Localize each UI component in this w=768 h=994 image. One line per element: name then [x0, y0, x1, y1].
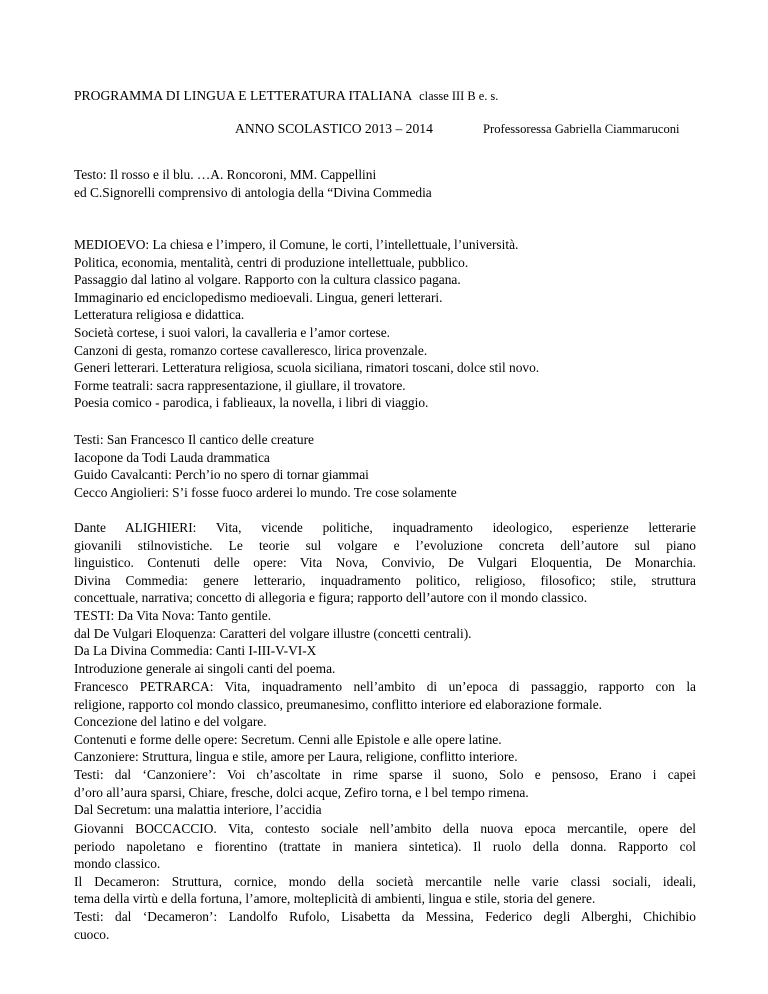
title-main: PROGRAMMA DI LINGUA E LETTERATURA ITALIANA	[74, 88, 413, 103]
boccaccio-line: Il Decameron: Struttura, cornice, mondo della società mercantile nelle varie classi sociali, ideali,	[74, 873, 696, 889]
testi-line: Testi: San Francesco Il cantico delle creature	[74, 432, 314, 447]
petrarca-line: Concezione del latino e del volgare.	[74, 714, 267, 730]
boccaccio-line: tema della virtù e della fortuna, l’amore, molteplicità di ambienti, lingua e stile, storia del genere.	[74, 891, 596, 907]
petrarca-line: Dal Secretum: una malattia interiore, l’accidia	[74, 802, 322, 818]
medioevo-line: Letteratura religiosa e didattica.	[74, 307, 245, 323]
textbook-line: Testo: Il rosso e il blu. …A. Roncoroni, MM. Cappellini	[74, 167, 377, 182]
teacher-name: Professoressa Gabriella Ciammaruconi	[483, 122, 680, 136]
section-dante	[74, 519, 696, 677]
boccaccio-line: periodo napoletano e fiorentino (trattate in maniera sintetica). Il ruolo della donna. Rapporto col	[74, 838, 696, 854]
section-boccaccio	[74, 820, 696, 943]
medioevo-line: Generi letterari. Letteratura religiosa, scuola siciliana, rimatori toscani, dolce stil novo.	[74, 360, 540, 376]
section-medioevo	[74, 236, 696, 412]
petrarca-line: Contenuti e forme delle opere: Secretum. Cenni alle Epistole e alle opere latine.	[74, 731, 502, 747]
medioevo-line: Poesia comico - parodica, i fablieaux, la novella, i libri di viaggio.	[74, 395, 429, 411]
dante-line: TESTI: Da Vita Nova: Tanto gentile.	[74, 607, 272, 623]
dante-line: linguistico. Contenuti delle opere: Vita Nova, Convivio, De Vulgari Eloquentia, De Monarchia.	[74, 555, 696, 571]
petrarca-line: religione, rapporto col mondo classico, preumanesimo, conflitto interiore ed elaborazione formale.	[74, 696, 603, 712]
dante-line: Introduzione generale ai singoli canti del poema.	[74, 660, 336, 676]
dante-line: giovanili stilnovistiche. Le teorie sul volgare e l’evoluzione concreta dell’autore sul piano	[74, 537, 696, 553]
dante-line: Divina Commedia: genere letterario, inquadramento politico, religioso, filosofico; stile, struttura	[74, 572, 696, 588]
boccaccio-line: Giovanni BOCCACCIO. Vita, contesto sociale nell’ambito della nuova epoca mercantile, opere del	[74, 821, 696, 836]
medioevo-line: Passaggio dal latino al volgare. Rapporto con la cultura classico pagana.	[74, 272, 461, 288]
boccaccio-line: cuoco.	[74, 926, 110, 942]
medioevo-line: Canzoni di gesta, romanzo cortese cavalleresco, lirica provenzale.	[74, 342, 428, 358]
document-title	[74, 87, 498, 105]
boccaccio-line: mondo classico.	[74, 856, 161, 872]
medioevo-line: Immaginario ed enciclopedismo medioevali. Lingua, generi letterari.	[74, 289, 443, 305]
dante-line: Da La Divina Commedia: Canti I-III-V-VI-X	[74, 643, 317, 659]
petrarca-line: Testi: dal ‘Canzoniere’: Voi ch’ascoltate in rime sparse il suono, Solo e pensoso, Erano i capei	[74, 766, 696, 782]
medioevo-line: Politica, economia, mentalità, centri di produzione intellettuale, pubblico.	[74, 254, 469, 270]
title-class: classe III B e. s.	[419, 89, 499, 103]
petrarca-line: d’oro all’aura sparsi, Chiare, fresche, dolci acque, Zefiro torna, e l bel tempo rimena.	[74, 784, 529, 800]
medioevo-line: Società cortese, i suoi valori, la cavalleria e l’amor cortese.	[74, 324, 391, 340]
dante-line: dal De Vulgari Eloquenza: Caratteri del volgare illustre (concetti centrali).	[74, 625, 472, 641]
testi-line: Cecco Angiolieri: S’i fosse fuoco arderei lo mundo. Tre cose solamente	[74, 484, 457, 500]
textbook-line: ed C.Signorelli comprensivo di antologia della “Divina Commedia	[74, 185, 432, 200]
dante-line: concettuale, narrativa; concetto di allegoria e figura; rapporto dell’autore con il mondo classico.	[74, 590, 588, 606]
testi-line: Guido Cavalcanti: Perch’io no spero di tornar giammai	[74, 467, 369, 483]
medioevo-line: Forme teatrali: sacra rappresentazione, il giullare, il trovatore.	[74, 377, 406, 393]
petrarca-line: Francesco PETRARCA: Vita, inquadramento nell’ambito di un’epoca di passaggio, rapporto con la	[74, 679, 696, 694]
section-petrarca	[74, 678, 696, 819]
dante-line: Dante ALIGHIERI: Vita, vicende politiche, inquadramento ideologico, esperienze letterarie	[74, 520, 696, 535]
school-year: ANNO SCOLASTICO 2013 – 2014	[235, 121, 433, 136]
petrarca-line: Canzoniere: Struttura, lingua e stile, amore per Laura, religione, conflitto interiore.	[74, 749, 518, 765]
section-testi-medioevo	[74, 431, 696, 501]
boccaccio-line: Testi: dal ‘Decameron’: Landolfo Rufolo, Lisabetta da Messina, Federico degli Alberghi, Chichibio	[74, 908, 696, 924]
testi-line: Iacopone da Todi Lauda drammatica	[74, 449, 270, 465]
medioevo-line: MEDIOEVO: La chiesa e l’impero, il Comune, le corti, l’intellettuale, l’università.	[74, 237, 519, 252]
